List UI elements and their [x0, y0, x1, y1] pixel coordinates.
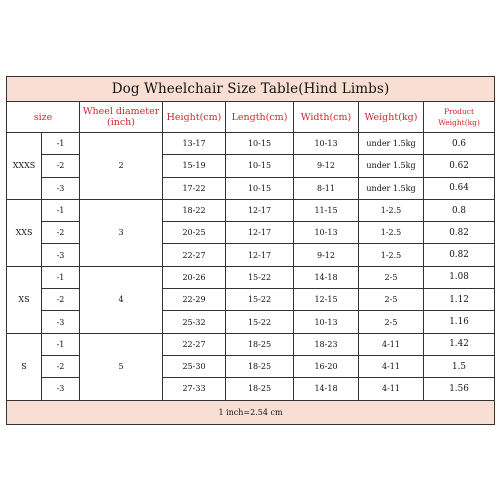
cell-length: 15-22 — [226, 266, 294, 288]
cell-height: 15-19 — [163, 155, 226, 177]
cell-product-weight: 0.82 — [424, 244, 495, 266]
cell-product-weight: 0.82 — [424, 222, 495, 244]
cell-wheel-diameter: 2 — [80, 133, 163, 200]
table-row — [7, 266, 495, 288]
cell-height: 18-22 — [163, 199, 226, 221]
table-row — [7, 333, 495, 355]
cell-variant: -1 — [42, 266, 80, 288]
cell-product-weight: 0.64 — [424, 177, 495, 199]
cell-size: XS — [7, 266, 42, 333]
cell-height: 22-29 — [163, 289, 226, 311]
cell-weight: 2-5 — [359, 311, 424, 333]
cell-length: 15-22 — [226, 311, 294, 333]
cell-variant: -3 — [42, 177, 80, 199]
cell-variant: -3 — [42, 244, 80, 266]
cell-weight: 4-11 — [359, 355, 424, 377]
cell-width: 10-13 — [294, 133, 359, 155]
cell-width: 10-13 — [294, 222, 359, 244]
cell-wheel-diameter: 4 — [80, 266, 163, 333]
cell-weight: 2-5 — [359, 289, 424, 311]
cell-height: 22-27 — [163, 244, 226, 266]
cell-product-weight: 1.5 — [424, 355, 495, 377]
cell-width: 8-11 — [294, 177, 359, 199]
cell-width: 14-18 — [294, 378, 359, 400]
cell-product-weight: 1.08 — [424, 266, 495, 288]
cell-width: 12-15 — [294, 289, 359, 311]
cell-height: 22-27 — [163, 333, 226, 355]
cell-height: 25-32 — [163, 311, 226, 333]
cell-height: 25-30 — [163, 355, 226, 377]
header-row — [7, 102, 495, 133]
cell-weight: 1-2.5 — [359, 199, 424, 221]
cell-width: 14-18 — [294, 266, 359, 288]
cell-weight: 1-2.5 — [359, 244, 424, 266]
cell-variant: -2 — [42, 355, 80, 377]
cell-variant: -2 — [42, 155, 80, 177]
cell-wheel-diameter: 3 — [80, 199, 163, 266]
cell-product-weight: 1.12 — [424, 289, 495, 311]
header-length: Length(cm) — [226, 102, 294, 133]
table-title: Dog Wheelchair Size Table(Hind Limbs) — [7, 77, 495, 102]
cell-product-weight: 0.6 — [424, 133, 495, 155]
cell-wheel-diameter: 5 — [80, 333, 163, 400]
cell-variant: -1 — [42, 133, 80, 155]
cell-length: 12-17 — [226, 244, 294, 266]
cell-width: 16-20 — [294, 355, 359, 377]
cell-weight: under 1.5kg — [359, 177, 424, 199]
cell-variant: -2 — [42, 222, 80, 244]
cell-height: 13-17 — [163, 133, 226, 155]
cell-height: 27-33 — [163, 378, 226, 400]
cell-weight: under 1.5kg — [359, 133, 424, 155]
cell-weight: 1-2.5 — [359, 222, 424, 244]
cell-product-weight: 1.16 — [424, 311, 495, 333]
cell-width: 11-15 — [294, 199, 359, 221]
cell-width: 18-23 — [294, 333, 359, 355]
footer-row — [7, 400, 495, 424]
cell-size: S — [7, 333, 42, 400]
cell-variant: -3 — [42, 378, 80, 400]
cell-product-weight: 1.56 — [424, 378, 495, 400]
cell-variant: -2 — [42, 289, 80, 311]
cell-product-weight: 0.62 — [424, 155, 495, 177]
cell-weight: 4-11 — [359, 378, 424, 400]
cell-product-weight: 1.42 — [424, 333, 495, 355]
size-table — [6, 76, 495, 425]
header-height: Height(cm) — [163, 102, 226, 133]
size-table-container — [6, 76, 494, 425]
cell-length: 15-22 — [226, 289, 294, 311]
cell-weight: under 1.5kg — [359, 155, 424, 177]
cell-length: 18-25 — [226, 378, 294, 400]
cell-variant: -3 — [42, 311, 80, 333]
cell-variant: -1 — [42, 199, 80, 221]
cell-length: 10-15 — [226, 177, 294, 199]
cell-height: 17-22 — [163, 177, 226, 199]
cell-length: 18-25 — [226, 355, 294, 377]
cell-weight: 2-5 — [359, 266, 424, 288]
cell-height: 20-25 — [163, 222, 226, 244]
cell-width: 10-13 — [294, 311, 359, 333]
cell-size: XXXS — [7, 133, 42, 200]
cell-length: 12-17 — [226, 222, 294, 244]
cell-length: 10-15 — [226, 155, 294, 177]
header-wheel-diameter: Wheel diameter (inch) — [80, 102, 163, 133]
table-row — [7, 199, 495, 221]
cell-length: 18-25 — [226, 333, 294, 355]
cell-size: XXS — [7, 199, 42, 266]
cell-width: 9-12 — [294, 155, 359, 177]
header-width: Width(cm) — [294, 102, 359, 133]
cell-weight: 4-11 — [359, 333, 424, 355]
footer-note: 1 inch=2.54 cm — [7, 400, 495, 424]
cell-product-weight: 0.8 — [424, 199, 495, 221]
header-product-weight: Product Weight(kg) — [424, 102, 495, 133]
cell-height: 20-26 — [163, 266, 226, 288]
cell-length: 12-17 — [226, 199, 294, 221]
header-weight: Weight(kg) — [359, 102, 424, 133]
cell-width: 9-12 — [294, 244, 359, 266]
table-row — [7, 133, 495, 155]
header-size: size — [7, 102, 80, 133]
cell-length: 10-15 — [226, 133, 294, 155]
cell-variant: -1 — [42, 333, 80, 355]
